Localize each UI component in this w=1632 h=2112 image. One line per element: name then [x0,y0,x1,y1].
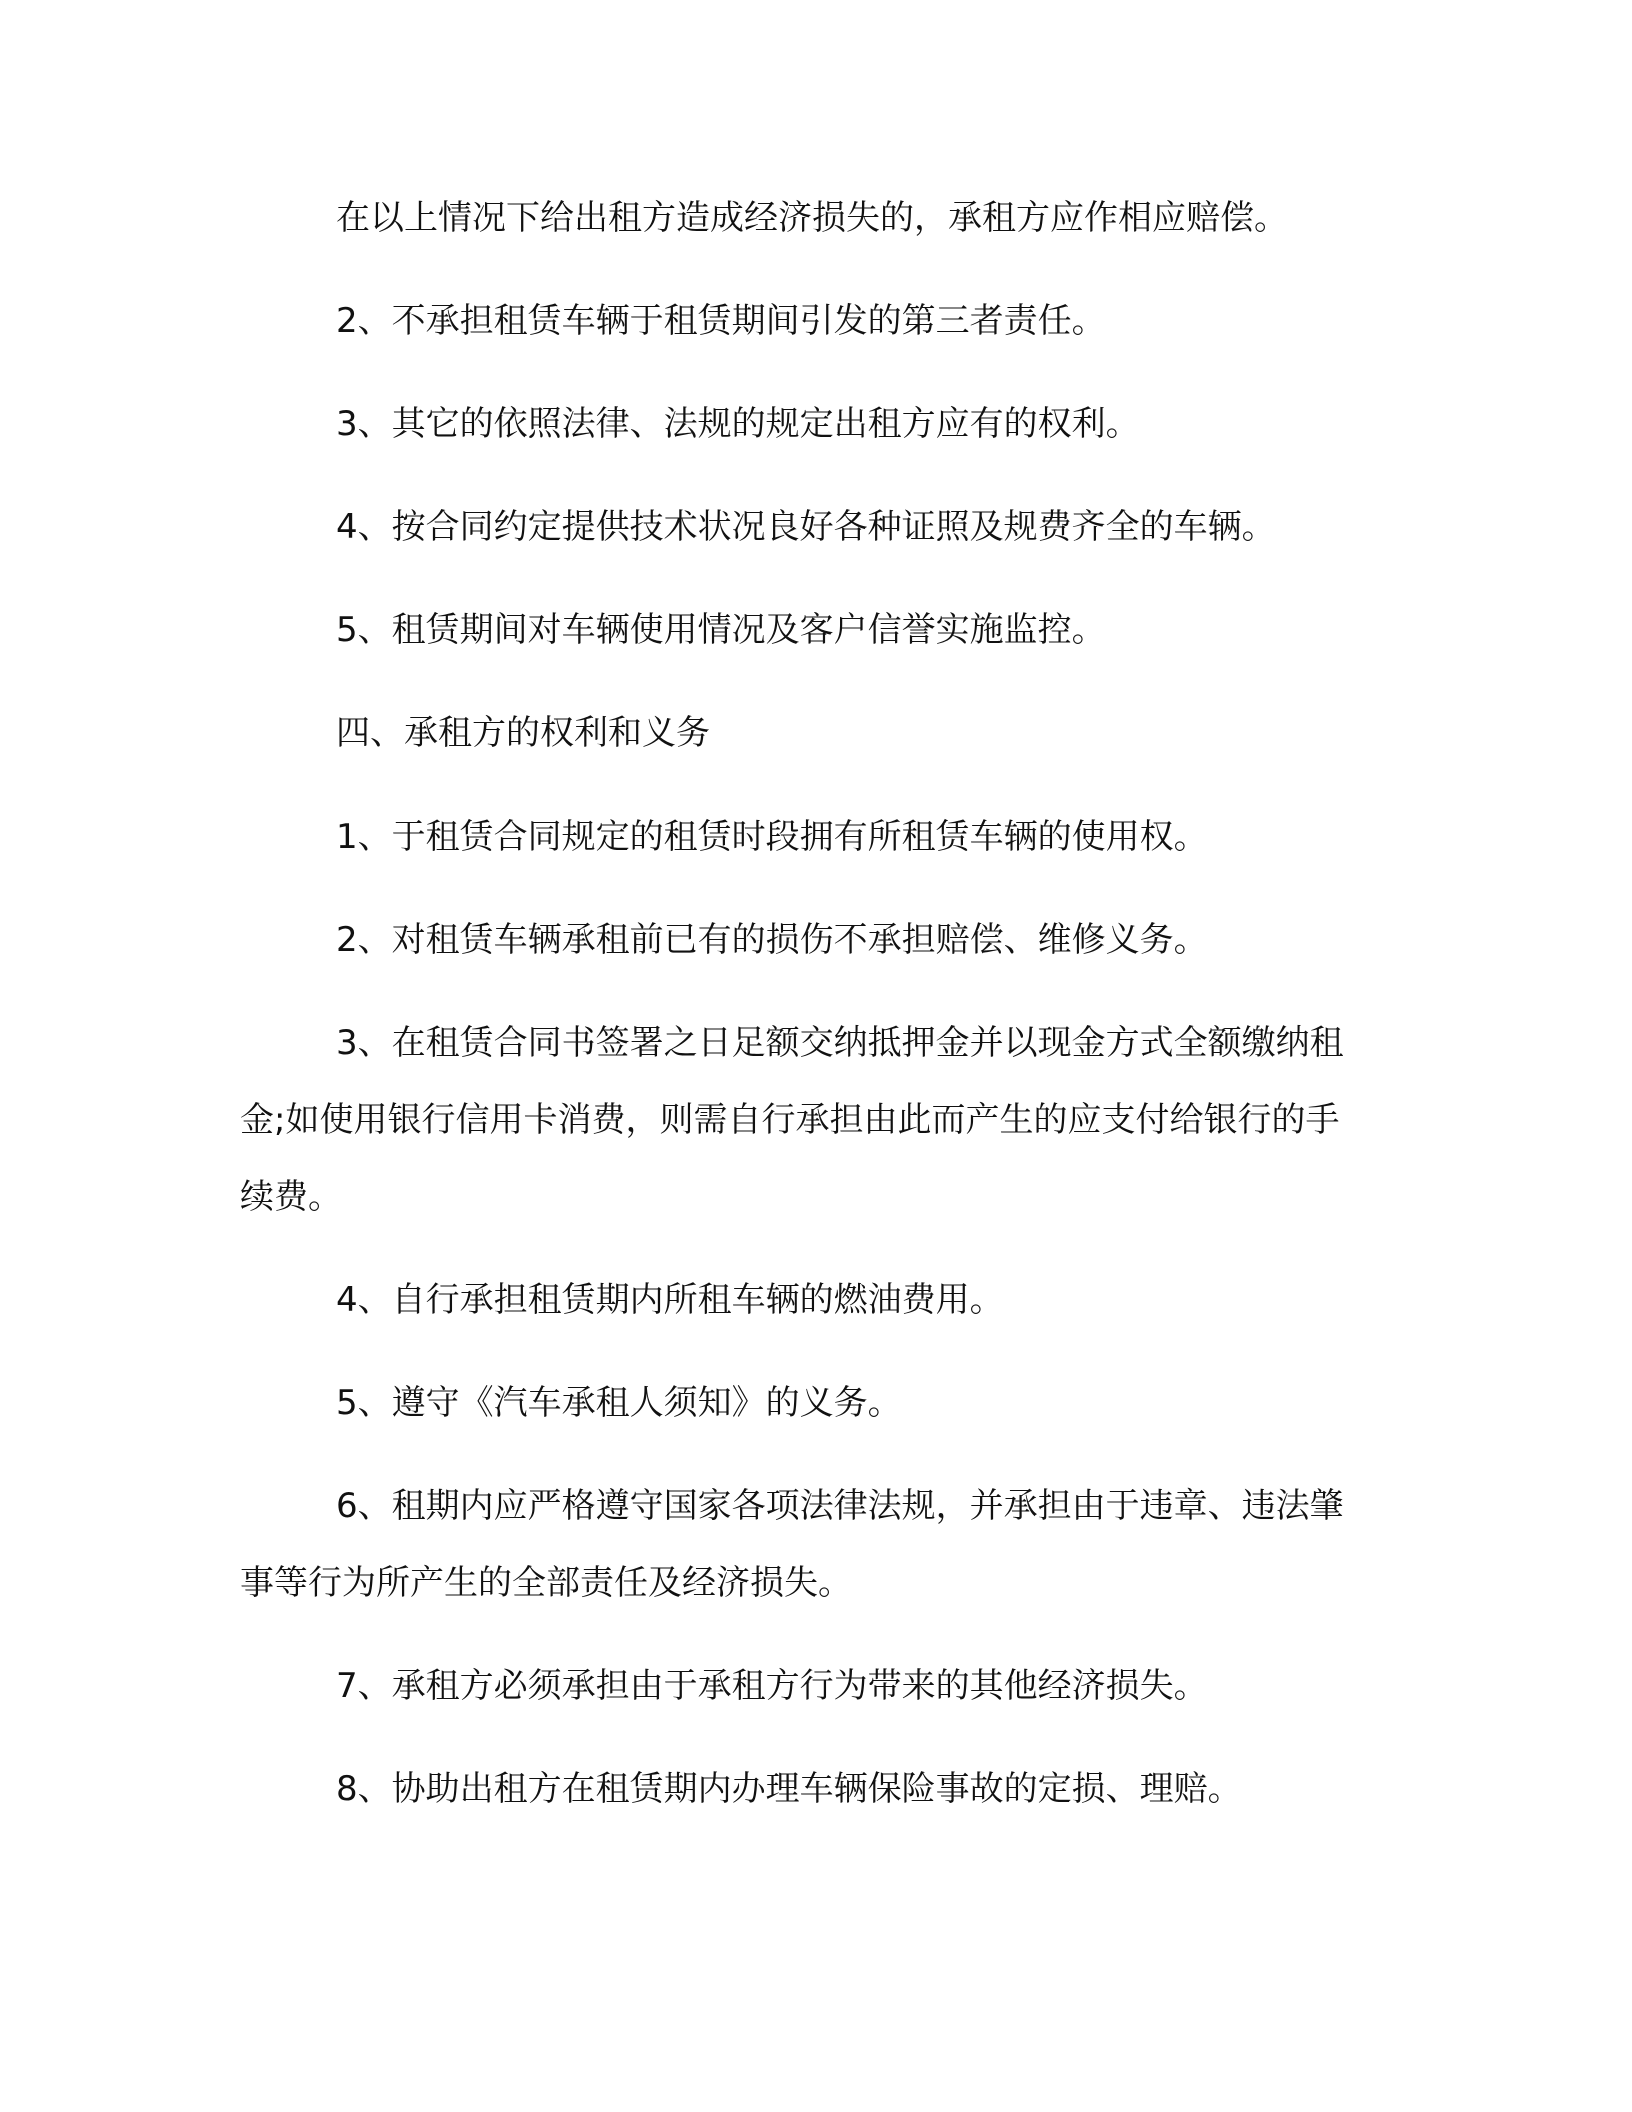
paragraph-lessee-item-4: 4、自行承担租赁期内所租车辆的燃油费用。 [336,1280,1004,1320]
paragraph-lessor-item-5: 5、租赁期间对车辆使用情况及客户信誉实施监控。 [336,610,1106,650]
paragraph-lessor-item-2: 2、不承担租赁车辆于租赁期间引发的第三者责任。 [336,301,1106,341]
paragraph-lessor-item-3: 3、其它的依照法律、法规的规定出租方应有的权利。 [336,404,1140,444]
paragraph-lessee-item-2: 2、对租赁车辆承租前已有的损伤不承担赔偿、维修义务。 [336,920,1208,960]
section-heading-lessee-rights: 四、承租方的权利和义务 [336,713,710,753]
paragraph-lessor-item-4: 4、按合同约定提供技术状况良好各种证照及规费齐全的车辆。 [336,507,1276,547]
paragraph-lessee-item-1: 1、于租赁合同规定的租赁时段拥有所租赁车辆的使用权。 [336,817,1208,857]
paragraph-lessee-item-8: 8、协助出租方在租赁期内办理车辆保险事故的定损、理赔。 [336,1769,1242,1809]
paragraph-lessee-item-3: 3、在租赁合同书签署之日足额交纳抵押金并以现金方式全额缴纳租金;如使用银行信用卡消费，则需自行承担由此而产生的应支付给银行的手续费。 [240,1023,1344,1217]
paragraph-compensation: 在以上情况下给出租方造成经济损失的，承租方应作相应赔偿。 [336,198,1288,238]
paragraph-lessee-item-6: 6、租期内应严格遵守国家各项法律法规，并承担由于违章、违法肇事等行为所产生的全部责任及经济损失。 [240,1486,1344,1603]
paragraph-lessee-item-7: 7、承租方必须承担由于承租方行为带来的其他经济损失。 [336,1666,1208,1706]
paragraph-lessee-item-5: 5、遵守《汽车承租人须知》的义务。 [336,1383,902,1423]
